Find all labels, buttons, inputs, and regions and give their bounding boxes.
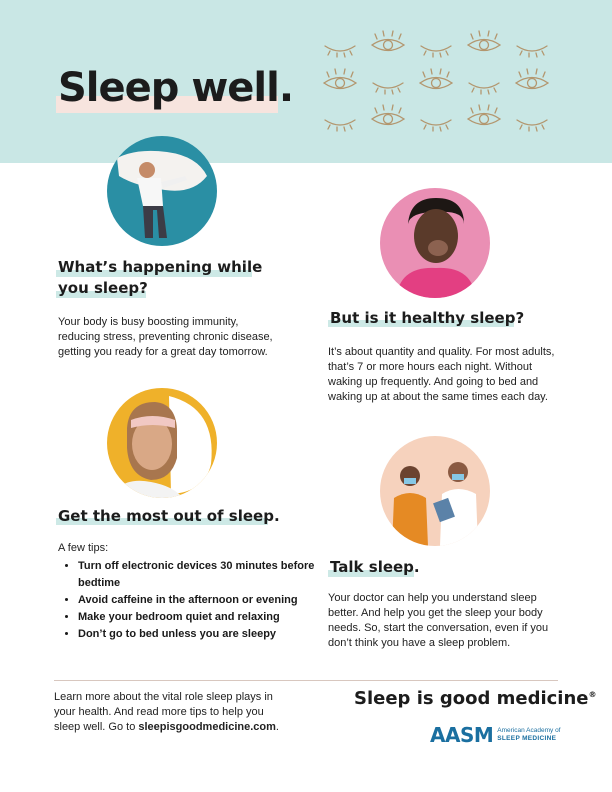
- footer-line: [54, 720, 294, 735]
- heading-line: you sleep?: [58, 279, 148, 297]
- photo-yawning-man: [380, 188, 490, 298]
- body-line: that’s 7 or more hours each night. Without: [328, 361, 533, 373]
- eye-pattern-icon: [318, 30, 558, 140]
- footer-line: your health. And read more tips to help you: [54, 706, 264, 718]
- body-line: waking up frequently. And going to bed and: [328, 376, 539, 388]
- heading-whats-happening: [58, 257, 262, 299]
- aasm-logo: [430, 723, 561, 747]
- body-whats-happening: [58, 315, 273, 360]
- body-line: waking up at about the same times each day.: [328, 391, 548, 403]
- tagline-text: Sleep is good medicine: [354, 688, 589, 709]
- website-link[interactable]: sleepisgoodmedicine.com: [138, 721, 276, 733]
- logo-line: SLEEP MEDICINE: [497, 735, 557, 742]
- logo-subtitle: [497, 727, 560, 743]
- photo-sleeping-person: [107, 136, 217, 246]
- photo-doctor-patient: [380, 436, 490, 546]
- heading-talk-sleep: Talk sleep.: [330, 558, 420, 576]
- photo-woman-sleep-mask: [107, 388, 217, 498]
- footer-line: Learn more about the vital role sleep plays in: [54, 691, 273, 703]
- footer-text: [54, 690, 294, 735]
- list-item: • Turn off electronic devices 30 minutes before bedtime: [78, 558, 328, 592]
- body-line: It’s about quantity and quality. For most adults,: [328, 346, 555, 358]
- heading-line: What’s happening while: [58, 258, 263, 276]
- registered-mark: ®: [588, 690, 597, 699]
- tips-intro: A few tips:: [58, 542, 109, 554]
- tips-list: [64, 558, 328, 643]
- body-line: Your body is busy boosting immunity,: [58, 316, 239, 328]
- footer-divider: [54, 680, 558, 681]
- list-item: • Avoid caffeine in the afternoon or evening: [78, 592, 328, 609]
- body-line: needs. So, start the conversation, even if you: [328, 622, 549, 634]
- body-line: reducing stress, preventing chronic disease,: [58, 331, 273, 343]
- body-line: Your doctor can help you understand sleep: [328, 592, 537, 604]
- logo-line: American Academy of: [497, 727, 561, 734]
- footer-line-prefix: sleep well. Go to: [54, 721, 139, 733]
- body-line: better. And help you get the sleep your body: [328, 607, 543, 619]
- heading-most-out-of-sleep: Get the most out of sleep.: [58, 507, 280, 525]
- footer-line-suffix: .: [275, 721, 279, 733]
- page-title: Sleep well.: [58, 65, 294, 111]
- list-item: • Don’t go to bed unless you are sleepy: [78, 626, 328, 643]
- heading-healthy-sleep: But is it healthy sleep?: [330, 309, 525, 327]
- body-line: don’t think you have a sleep problem.: [328, 637, 511, 649]
- body-healthy-sleep: [328, 345, 554, 405]
- logo-mark: AASM: [430, 723, 494, 747]
- body-line: getting you ready for a great day tomorrow.: [58, 346, 268, 358]
- list-item: • Make your bedroom quiet and relaxing: [78, 609, 328, 626]
- tagline: [354, 688, 597, 709]
- body-talk-sleep: [328, 591, 548, 651]
